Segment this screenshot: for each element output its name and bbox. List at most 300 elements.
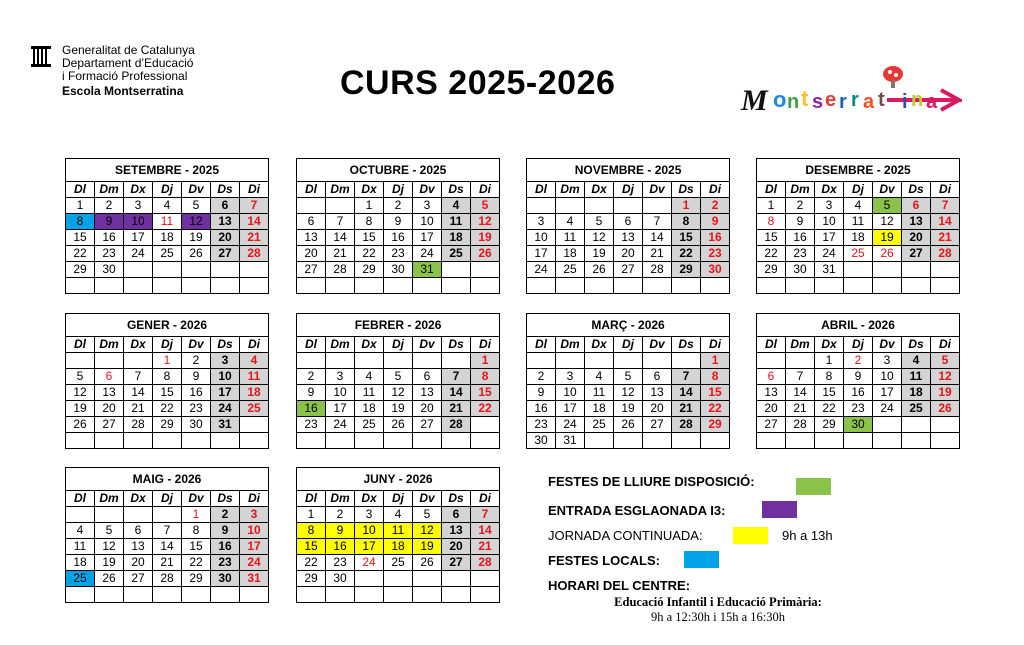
day-cell: 24 [527,262,556,278]
week-row [527,433,730,449]
weekday-header: Di [471,491,500,507]
weekday-header: Dl [66,491,95,507]
day-cell: 21 [240,230,269,246]
day-cell: 4 [240,353,269,369]
day-cell: 15 [672,230,701,246]
empty-cell [931,262,960,278]
svg-text:s: s [812,91,824,113]
day-cell: 28 [153,571,182,587]
empty-cell [66,353,95,369]
day-cell: 26 [384,417,413,433]
month-title: NOVEMBRE - 2025 [527,159,730,182]
empty-cell [384,433,413,449]
day-cell: 18 [556,246,585,262]
day-cell: 2 [701,198,730,214]
day-cell: 19 [66,401,95,417]
day-cell: 15 [153,385,182,401]
empty-cell [384,353,413,369]
day-cell: 30 [844,417,873,433]
school-logo [737,60,962,130]
day-cell: 31 [556,433,585,449]
org-line: i Formació Professional [62,69,188,83]
empty-cell [95,587,124,603]
month-calendar [296,467,500,603]
day-cell: 7 [124,369,153,385]
empty-cell [873,262,902,278]
day-cell: 10 [873,369,902,385]
empty-cell [153,262,182,278]
week-row [527,278,730,294]
day-cell: 20 [442,539,471,555]
day-cell: 6 [95,369,124,385]
day-cell: 20 [297,246,326,262]
day-cell: 3 [211,353,240,369]
month-title: MAIG - 2026 [66,468,269,491]
week-row [66,507,269,523]
day-cell: 28 [643,262,672,278]
weekday-header: Di [471,182,500,198]
weekday-header: Dx [355,491,384,507]
org-line: Generalitat de Catalunya [62,43,195,57]
day-cell: 17 [355,539,384,555]
day-cell: 13 [297,230,326,246]
week-row [757,353,960,369]
day-cell: 19 [95,555,124,571]
day-cell: 31 [413,262,442,278]
day-cell: 23 [211,555,240,571]
day-cell: 29 [153,417,182,433]
day-cell: 6 [442,507,471,523]
day-cell: 25 [556,262,585,278]
week-row [297,198,500,214]
empty-cell [326,278,355,294]
day-cell: 7 [672,369,701,385]
weekday-header: Di [931,182,960,198]
weekday-header: Dj [153,182,182,198]
weekday-header: Dm [95,182,124,198]
empty-cell [442,571,471,587]
day-cell: 19 [873,230,902,246]
weekday-header: Dj [614,182,643,198]
day-cell: 21 [124,401,153,417]
empty-cell [931,433,960,449]
weekday-header: Dm [556,337,585,353]
empty-cell [384,587,413,603]
day-cell: 25 [384,555,413,571]
weekday-header: Dx [355,182,384,198]
day-cell: 18 [66,555,95,571]
day-cell: 26 [182,246,211,262]
svg-text:M: M [741,84,768,117]
weekday-header: Ds [672,182,701,198]
empty-cell [931,417,960,433]
empty-cell [153,278,182,294]
weekday-header: Dv [643,182,672,198]
day-cell: 12 [384,385,413,401]
weekday-header: Dv [413,491,442,507]
day-cell: 31 [240,571,269,587]
day-cell: 2 [527,369,556,385]
day-cell: 15 [471,385,500,401]
day-cell: 21 [786,401,815,417]
day-cell: 21 [442,401,471,417]
day-cell: 27 [211,246,240,262]
empty-cell [672,278,701,294]
empty-cell [124,587,153,603]
day-cell: 7 [240,198,269,214]
day-cell: 20 [643,401,672,417]
day-cell: 26 [614,417,643,433]
day-cell: 30 [786,262,815,278]
empty-cell [442,278,471,294]
week-row [66,587,269,603]
schedule-hours: 9h a 12:30h i 15h a 16:30h [650,610,785,624]
empty-cell [471,571,500,587]
legend-continuous-swatch [733,527,768,544]
day-cell: 5 [384,369,413,385]
day-cell: 22 [297,555,326,571]
weekday-header: Dv [643,337,672,353]
empty-cell [153,433,182,449]
day-cell: 4 [442,198,471,214]
weekday-header: Di [701,182,730,198]
empty-cell [442,353,471,369]
day-cell: 19 [585,246,614,262]
day-cell: 1 [757,198,786,214]
week-row [757,385,960,401]
day-cell: 21 [326,246,355,262]
day-cell: 16 [182,385,211,401]
week-row [297,539,500,555]
week-row [66,571,269,587]
weekday-header: Dm [95,337,124,353]
weekday-header: Di [931,337,960,353]
svg-text:a: a [926,91,938,113]
empty-cell [182,433,211,449]
day-cell: 30 [95,262,124,278]
week-row [297,369,500,385]
empty-cell [786,353,815,369]
day-cell: 18 [844,230,873,246]
weekday-header: Dx [585,337,614,353]
day-cell: 4 [585,369,614,385]
day-cell: 18 [240,385,269,401]
svg-text:o: o [773,87,787,112]
day-cell: 3 [815,198,844,214]
weekday-header: Dj [153,491,182,507]
svg-text:t: t [878,89,885,111]
weekday-header: Dv [182,337,211,353]
week-row [757,262,960,278]
empty-cell [585,433,614,449]
day-cell: 3 [413,198,442,214]
day-cell: 17 [873,385,902,401]
week-row [297,507,500,523]
weekday-header: Dl [527,337,556,353]
day-cell: 13 [211,214,240,230]
week-row [527,385,730,401]
weekday-header: Di [240,337,269,353]
weekday-header: Dj [384,337,413,353]
day-cell: 8 [672,214,701,230]
day-cell: 11 [442,214,471,230]
page-title: CURS 2025-2026 [340,64,616,102]
day-cell: 13 [757,385,786,401]
day-cell: 14 [442,385,471,401]
weekday-header: Dj [384,182,413,198]
month-calendar [756,313,960,449]
weekday-header: Dm [326,491,355,507]
week-row [527,401,730,417]
day-cell: 1 [471,353,500,369]
day-cell: 12 [66,385,95,401]
empty-cell [902,417,931,433]
day-cell: 10 [326,385,355,401]
week-row [297,246,500,262]
weekday-header: Dl [66,182,95,198]
day-cell: 2 [844,353,873,369]
day-cell: 10 [527,230,556,246]
day-cell: 22 [815,401,844,417]
day-cell: 8 [701,369,730,385]
week-row [527,230,730,246]
day-cell: 9 [844,369,873,385]
week-row [66,262,269,278]
day-cell: 14 [672,385,701,401]
day-cell: 17 [124,230,153,246]
day-cell: 11 [66,539,95,555]
empty-cell [297,433,326,449]
empty-cell [556,278,585,294]
week-row [66,246,269,262]
day-cell: 23 [701,246,730,262]
day-cell: 14 [471,523,500,539]
week-row [66,401,269,417]
week-row [757,198,960,214]
day-cell: 21 [153,555,182,571]
svg-text:a: a [863,91,875,113]
empty-cell [240,433,269,449]
day-cell: 24 [556,417,585,433]
empty-cell [413,433,442,449]
empty-cell [757,278,786,294]
day-cell: 10 [815,214,844,230]
empty-cell [211,433,240,449]
day-cell: 10 [211,369,240,385]
day-cell: 2 [384,198,413,214]
empty-cell [527,353,556,369]
day-cell: 1 [66,198,95,214]
empty-cell [95,507,124,523]
day-cell: 16 [786,230,815,246]
day-cell: 24 [124,246,153,262]
weekday-header: Dm [95,491,124,507]
day-cell: 25 [844,246,873,262]
empty-cell [471,278,500,294]
month-calendar [296,158,500,294]
weekday-header: Di [240,491,269,507]
day-cell: 10 [355,523,384,539]
day-cell: 21 [931,230,960,246]
day-cell: 26 [95,571,124,587]
weekday-header: Dl [297,491,326,507]
day-cell: 22 [701,401,730,417]
empty-cell [413,571,442,587]
day-cell: 11 [844,214,873,230]
day-cell: 24 [326,417,355,433]
day-cell: 16 [326,539,355,555]
empty-cell [355,433,384,449]
day-cell: 6 [614,214,643,230]
day-cell: 4 [355,369,384,385]
day-cell: 17 [211,385,240,401]
day-cell: 29 [66,262,95,278]
day-cell: 22 [355,246,384,262]
week-row [297,214,500,230]
weekday-header: Dl [527,182,556,198]
day-cell: 8 [757,214,786,230]
legend-schedule-label: HORARI DEL CENTRE: [548,578,691,593]
day-cell: 30 [182,417,211,433]
day-cell: 8 [66,214,95,230]
day-cell: 5 [471,198,500,214]
empty-cell [66,433,95,449]
day-cell: 29 [355,262,384,278]
weekday-header: Dv [182,491,211,507]
day-cell: 4 [384,507,413,523]
empty-cell [153,507,182,523]
empty-cell [585,198,614,214]
day-cell: 6 [124,523,153,539]
weekday-header: Ds [442,491,471,507]
legend-continuous-label: JORNADA CONTINUADA: [548,528,703,543]
day-cell: 22 [66,246,95,262]
day-cell: 19 [931,385,960,401]
empty-cell [873,433,902,449]
month-title: FEBRER - 2026 [297,314,500,337]
weekday-header: Dj [844,182,873,198]
day-cell: 25 [902,401,931,417]
empty-cell [527,198,556,214]
day-cell: 16 [95,230,124,246]
weekday-header: Dj [844,337,873,353]
day-cell: 27 [757,417,786,433]
day-cell: 20 [614,246,643,262]
weekday-header: Ds [211,337,240,353]
empty-cell [182,587,211,603]
weekday-header: Ds [211,491,240,507]
month-title: MARÇ - 2026 [527,314,730,337]
day-cell: 20 [95,401,124,417]
empty-cell [384,571,413,587]
day-cell: 8 [471,369,500,385]
day-cell: 12 [614,385,643,401]
week-row [297,401,500,417]
day-cell: 11 [240,369,269,385]
week-row [66,353,269,369]
weekday-header: Dm [326,337,355,353]
day-cell: 23 [297,417,326,433]
day-cell: 15 [297,539,326,555]
day-cell: 25 [153,246,182,262]
day-cell: 1 [672,198,701,214]
week-row [757,433,960,449]
school-name: Escola Montserratina [62,84,184,98]
day-cell: 7 [326,214,355,230]
weekday-header: Ds [902,337,931,353]
day-cell: 3 [873,353,902,369]
day-cell: 5 [614,369,643,385]
day-cell: 1 [297,507,326,523]
day-cell: 26 [413,555,442,571]
week-row [297,353,500,369]
day-cell: 16 [701,230,730,246]
day-cell: 4 [66,523,95,539]
empty-cell [844,433,873,449]
week-row [66,433,269,449]
empty-cell [413,278,442,294]
day-cell: 9 [527,385,556,401]
day-cell: 23 [182,401,211,417]
empty-cell [95,433,124,449]
month-calendar [296,313,500,449]
legend-staggered-label: ENTRADA ESGLAONADA I3: [548,503,726,518]
week-row [757,246,960,262]
week-row [66,369,269,385]
legend-free-days-swatch [796,478,831,495]
svg-text:i: i [902,91,908,113]
day-cell: 22 [672,246,701,262]
empty-cell [614,198,643,214]
day-cell: 25 [240,401,269,417]
empty-cell [643,353,672,369]
day-cell: 10 [124,214,153,230]
day-cell: 26 [471,246,500,262]
week-row [297,230,500,246]
schedule-stage: Educació Infantil i Educació Primària: [614,595,822,609]
week-row [757,369,960,385]
empty-cell [471,433,500,449]
empty-cell [442,262,471,278]
empty-cell [326,353,355,369]
week-row [66,214,269,230]
empty-cell [211,262,240,278]
week-row [527,198,730,214]
weekday-header: Dj [384,491,413,507]
day-cell: 5 [413,507,442,523]
empty-cell [672,353,701,369]
day-cell: 6 [413,369,442,385]
weekday-header: Ds [442,337,471,353]
day-cell: 1 [701,353,730,369]
day-cell: 15 [701,385,730,401]
empty-cell [873,278,902,294]
day-cell: 29 [815,417,844,433]
legend-local-swatch [684,551,719,568]
day-cell: 20 [211,230,240,246]
weekday-header: Ds [442,182,471,198]
empty-cell [240,262,269,278]
day-cell: 2 [95,198,124,214]
week-row [297,433,500,449]
day-cell: 9 [384,214,413,230]
day-cell: 5 [182,198,211,214]
empty-cell [297,353,326,369]
empty-cell [643,198,672,214]
month-title: SETEMBRE - 2025 [66,159,269,182]
day-cell: 7 [442,369,471,385]
empty-cell [355,571,384,587]
